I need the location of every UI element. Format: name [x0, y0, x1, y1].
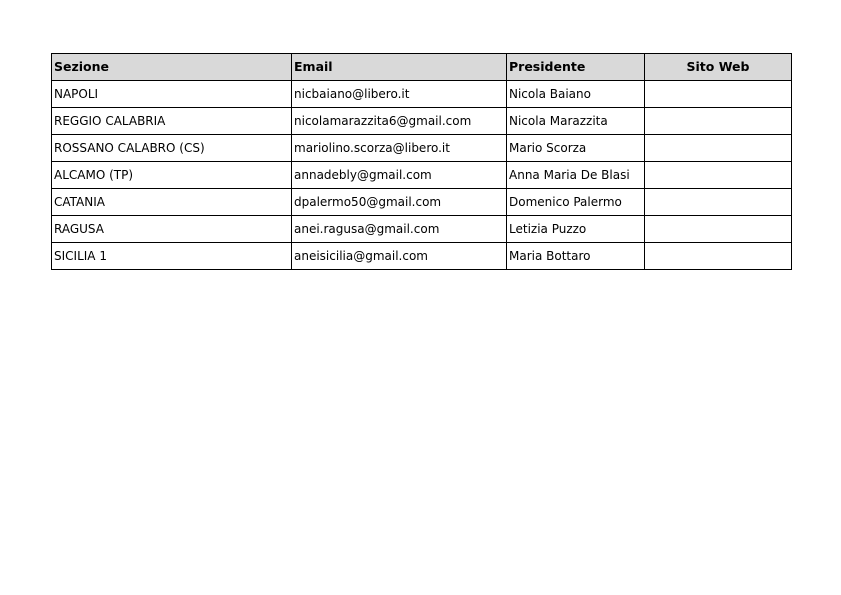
cell-presidente: Anna Maria De Blasi: [507, 162, 645, 189]
header-email: Email: [292, 54, 507, 81]
cell-email: dpalermo50@gmail.com: [292, 189, 507, 216]
cell-sito-web: [645, 189, 792, 216]
cell-email: mariolino.scorza@libero.it: [292, 135, 507, 162]
cell-presidente: Nicola Marazzita: [507, 108, 645, 135]
cell-sezione: CATANIA: [52, 189, 292, 216]
header-sezione: Sezione: [52, 54, 292, 81]
cell-email: aneisicilia@gmail.com: [292, 243, 507, 270]
header-row: [52, 54, 792, 81]
table-row: [52, 108, 792, 135]
cell-email: nicbaiano@libero.it: [292, 81, 507, 108]
header-presidente: Presidente: [507, 54, 645, 81]
cell-sezione: SICILIA 1: [52, 243, 292, 270]
cell-presidente: Domenico Palermo: [507, 189, 645, 216]
table-row: [52, 243, 792, 270]
cell-sito-web: [645, 81, 792, 108]
table-row: [52, 216, 792, 243]
cell-sito-web: [645, 216, 792, 243]
cell-sezione: REGGIO CALABRIA: [52, 108, 292, 135]
table-row: [52, 135, 792, 162]
cell-sito-web: [645, 162, 792, 189]
cell-sito-web: [645, 243, 792, 270]
cell-sezione: ROSSANO CALABRO (CS): [52, 135, 292, 162]
cell-sezione: RAGUSA: [52, 216, 292, 243]
cell-sito-web: [645, 108, 792, 135]
table-row: [52, 162, 792, 189]
table-row: [52, 189, 792, 216]
cell-sito-web: [645, 135, 792, 162]
spreadsheet-page: [51, 53, 792, 270]
table-row: [52, 81, 792, 108]
cell-presidente: Maria Bottaro: [507, 243, 645, 270]
cell-email: nicolamarazzita6@gmail.com: [292, 108, 507, 135]
cell-sezione: ALCAMO (TP): [52, 162, 292, 189]
cell-email: anei.ragusa@gmail.com: [292, 216, 507, 243]
cell-sezione: NAPOLI: [52, 81, 292, 108]
header-sito-web: Sito Web: [645, 54, 792, 81]
cell-presidente: Nicola Baiano: [507, 81, 645, 108]
cell-email: annadebly@gmail.com: [292, 162, 507, 189]
cell-presidente: Letizia Puzzo: [507, 216, 645, 243]
cell-presidente: Mario Scorza: [507, 135, 645, 162]
sections-table: [51, 53, 792, 270]
